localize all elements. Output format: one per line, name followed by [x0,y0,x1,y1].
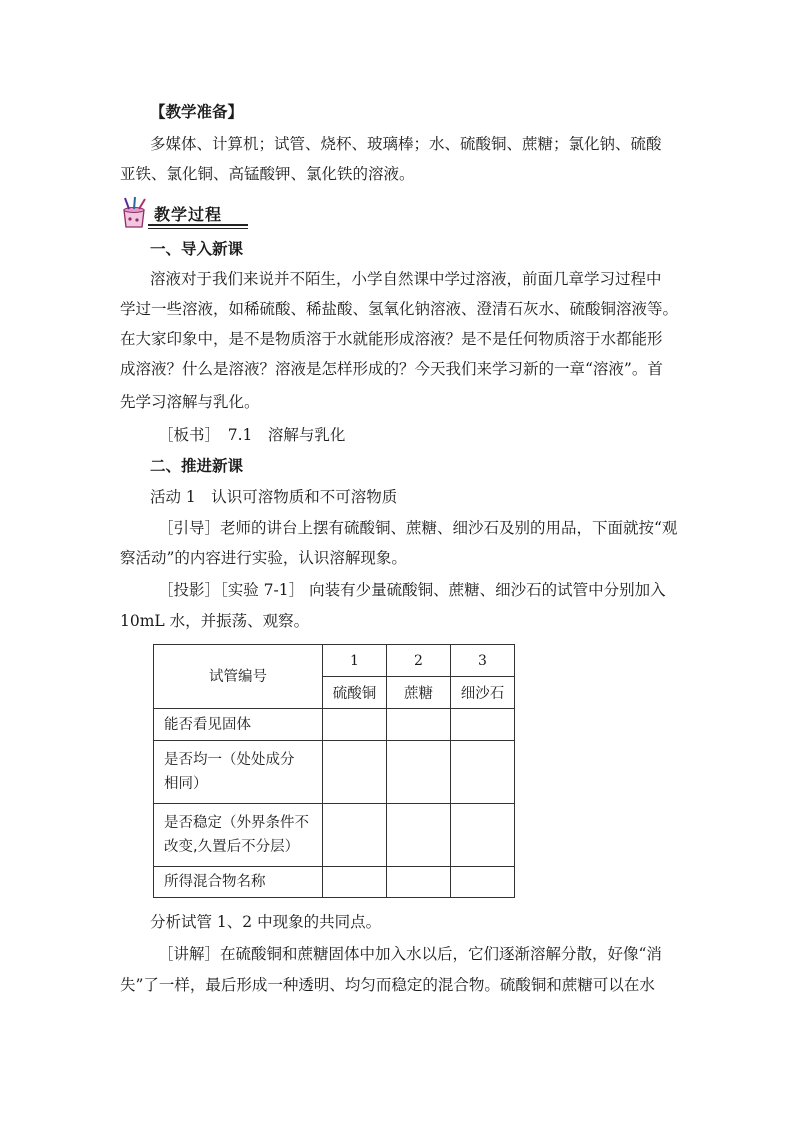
table-cell [451,867,515,898]
tube-number: 1 [323,645,387,677]
table-cell [387,741,451,804]
section1-para-line: 在大家印象中，是不是物质溶于水就能形成溶液？是不是任何物质溶于水都能形 [120,330,663,348]
table-cell [387,804,451,867]
projection-line: ［投影］［实验 7-1］ 向装有少量硫酸铜、蔗糖、细沙石的试管中分别加入 [158,581,666,599]
table-cell [387,867,451,898]
row-label [154,867,323,898]
lecture-line: ［讲解］在硫酸铜和蔗糖固体中加入水以后，它们逐渐溶解分散，好像“消 [158,945,662,963]
substance-name: 蔗糖 [387,677,451,709]
table-cell [451,804,515,867]
banner-title: 教学过程 [154,205,223,224]
board-note: ［板书］ 7.1 溶解与乳化 [158,426,346,444]
section1-para-line: 学过一些溶液，如稀硫酸、稀盐酸、氢氧化钠溶液、澄清石灰水、硫酸铜溶液等。 [120,300,679,318]
row-label [154,804,323,867]
observation-table [153,644,515,898]
row-label-line: 是否稳定（外界条件不 [164,815,309,831]
row-label-line: 是否均一（处处成分 [164,752,295,768]
substance-name: 硫酸铜 [323,677,387,709]
row-label-line: 所得混合物名称 [164,874,266,890]
section1-para-line: 成溶液？什么是溶液？溶液是怎样形成的？今天我们来学习新的一章“溶液”。首 [120,360,663,378]
tube-number: 2 [387,645,451,677]
table-row [154,741,515,804]
tube-number: 3 [451,645,515,677]
projection-line: 10mL 水，并振荡、观察。 [120,612,310,630]
table-row [154,804,515,867]
section1-para-line: 溶液对于我们来说并不陌生，小学自然课中学过溶液，前面几章学习过程中 [150,270,662,288]
table-cell [451,741,515,804]
row-label-line: 改变,久置后不分层） [164,839,300,855]
section1-heading: 一、导入新课 [150,240,244,258]
row-label [154,709,323,741]
table-cell [387,709,451,741]
section1-para-line: 先学习溶解与乳化。 [120,393,260,411]
lecture-line: 失”了一样，最后形成一种透明、均匀而稳定的混合物。硫酸铜和蔗糖可以在水 [120,976,655,994]
banner-underline-thin [148,228,248,229]
row-label-line: 能否看见固体 [164,716,251,733]
guide-line: 察活动”的内容进行实验，认识溶解现象。 [120,549,407,567]
activity-title: 活动 1 认识可溶物质和不可溶物质 [150,488,398,506]
guide-line: ［引导］老师的讲台上摆有硫酸铜、蔗糖、细沙石及别的用品，下面就按“观 [158,519,678,537]
row-label-line: 相同） [164,776,208,792]
table-cell [323,867,387,898]
table-row [154,709,515,741]
banner-underline [148,224,248,226]
table-cell [451,709,515,741]
prep-heading: 【教学准备】 [150,103,244,121]
table-header-label: 试管编号 [154,645,323,709]
analysis-line: 分析试管 1、2 中现象的共同点。 [150,913,382,931]
substance-name: 细沙石 [451,677,515,709]
pen-cup-icon [118,196,152,230]
table-cell [323,709,387,741]
table-row [154,867,515,898]
row-label [154,741,323,804]
prep-line-1: 多媒体、计算机；试管、烧杯、玻璃棒；水、硫酸铜、蔗糖；氯化钠、硫酸 [150,135,662,153]
section-banner [118,196,240,230]
section2-heading: 二、推进新课 [150,457,244,475]
table-cell [323,804,387,867]
table-cell [323,741,387,804]
prep-line-2: 亚铁、氯化铜、高锰酸钾、氯化铁的溶液。 [120,165,415,183]
